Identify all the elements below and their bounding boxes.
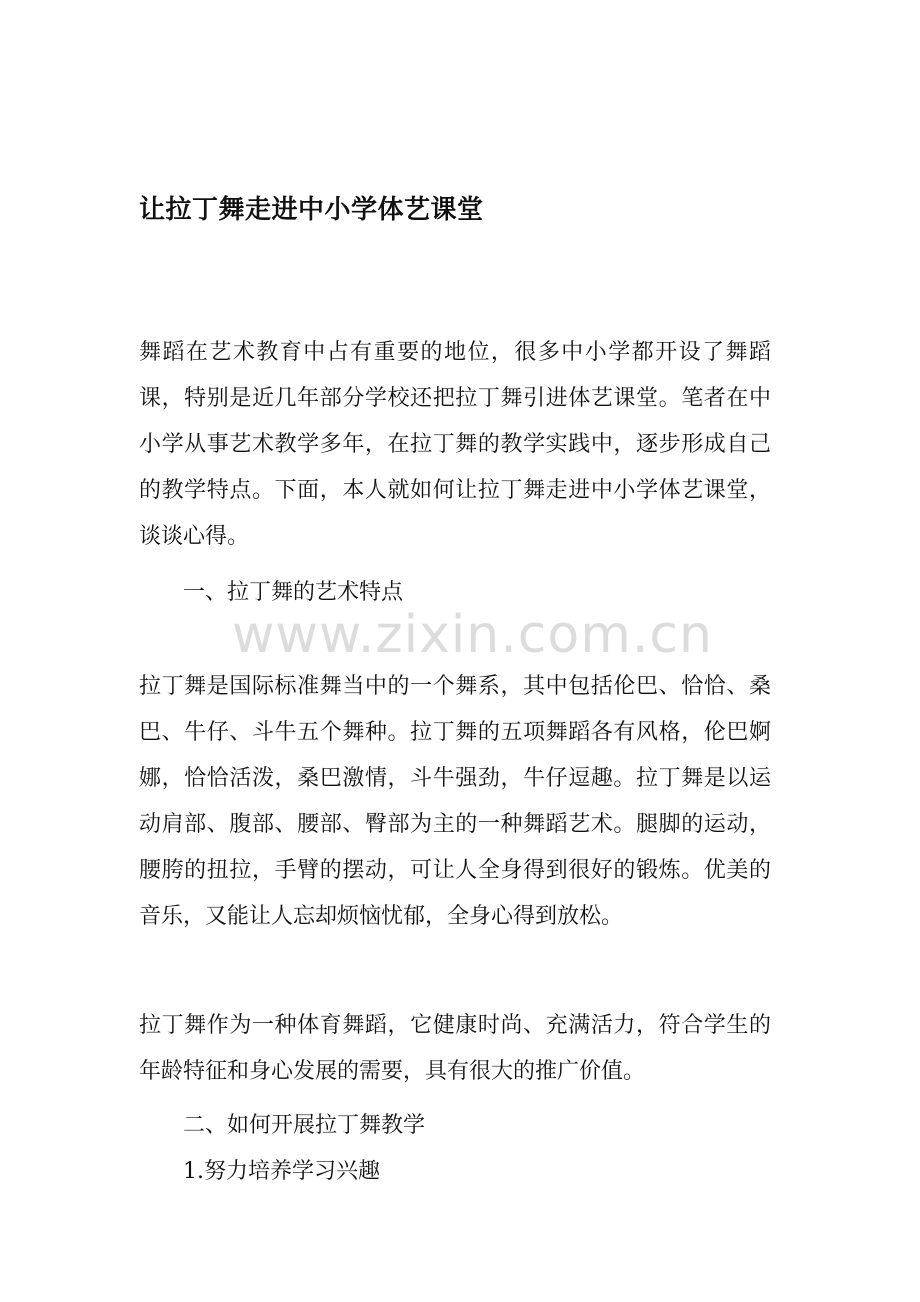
section-heading-1: 一、拉丁舞的艺术特点 — [183, 580, 404, 605]
latin-dance-features-paragraph: 拉丁舞是国际标准舞当中的一个舞系，其中包括伦巴、恰恰、桑巴、牛仔、斗牛五个舞种。拉丁舞的五项舞蹈各有风格，伦巴婀娜，恰恰活泼，桑巴激情，斗牛强劲，牛仔逗趣。拉丁舞是以运动肩部、腹部、腰部、臀部为主的一种舞蹈艺术。腿脚的运动，腰胯的扭拉，手臂的摆动，可让人全身得到很好的锻炼。优美的音乐，又能让人忘却烦恼忧郁，全身心得到放松。 — [139, 674, 771, 929]
document-title: 让拉丁舞走进中小学体艺课堂 — [139, 195, 484, 225]
section-heading-2: 二、如何开展拉丁舞教学 — [183, 1113, 426, 1138]
subsection-heading-1: 1.努力培养学习兴趣 — [183, 1159, 380, 1184]
latin-dance-value-paragraph: 拉丁舞作为一种体育舞蹈，它健康时尚、充满活力，符合学生的年龄特征和身心发展的需要，具有很大的推广价值。 — [139, 1013, 771, 1084]
intro-paragraph: 舞蹈在艺术教育中占有重要的地位，很多中小学都开设了舞蹈课，特别是近几年部分学校还把拉丁舞引进体艺课堂。笔者在中小学从事艺术教学多年，在拉丁舞的教学实践中，逐步形成自己的教学特点。下面，本人就如何让拉丁舞走进中小学体艺课堂，谈谈心得。 — [139, 340, 771, 549]
watermark: www.zixin.com.cn — [232, 605, 713, 665]
